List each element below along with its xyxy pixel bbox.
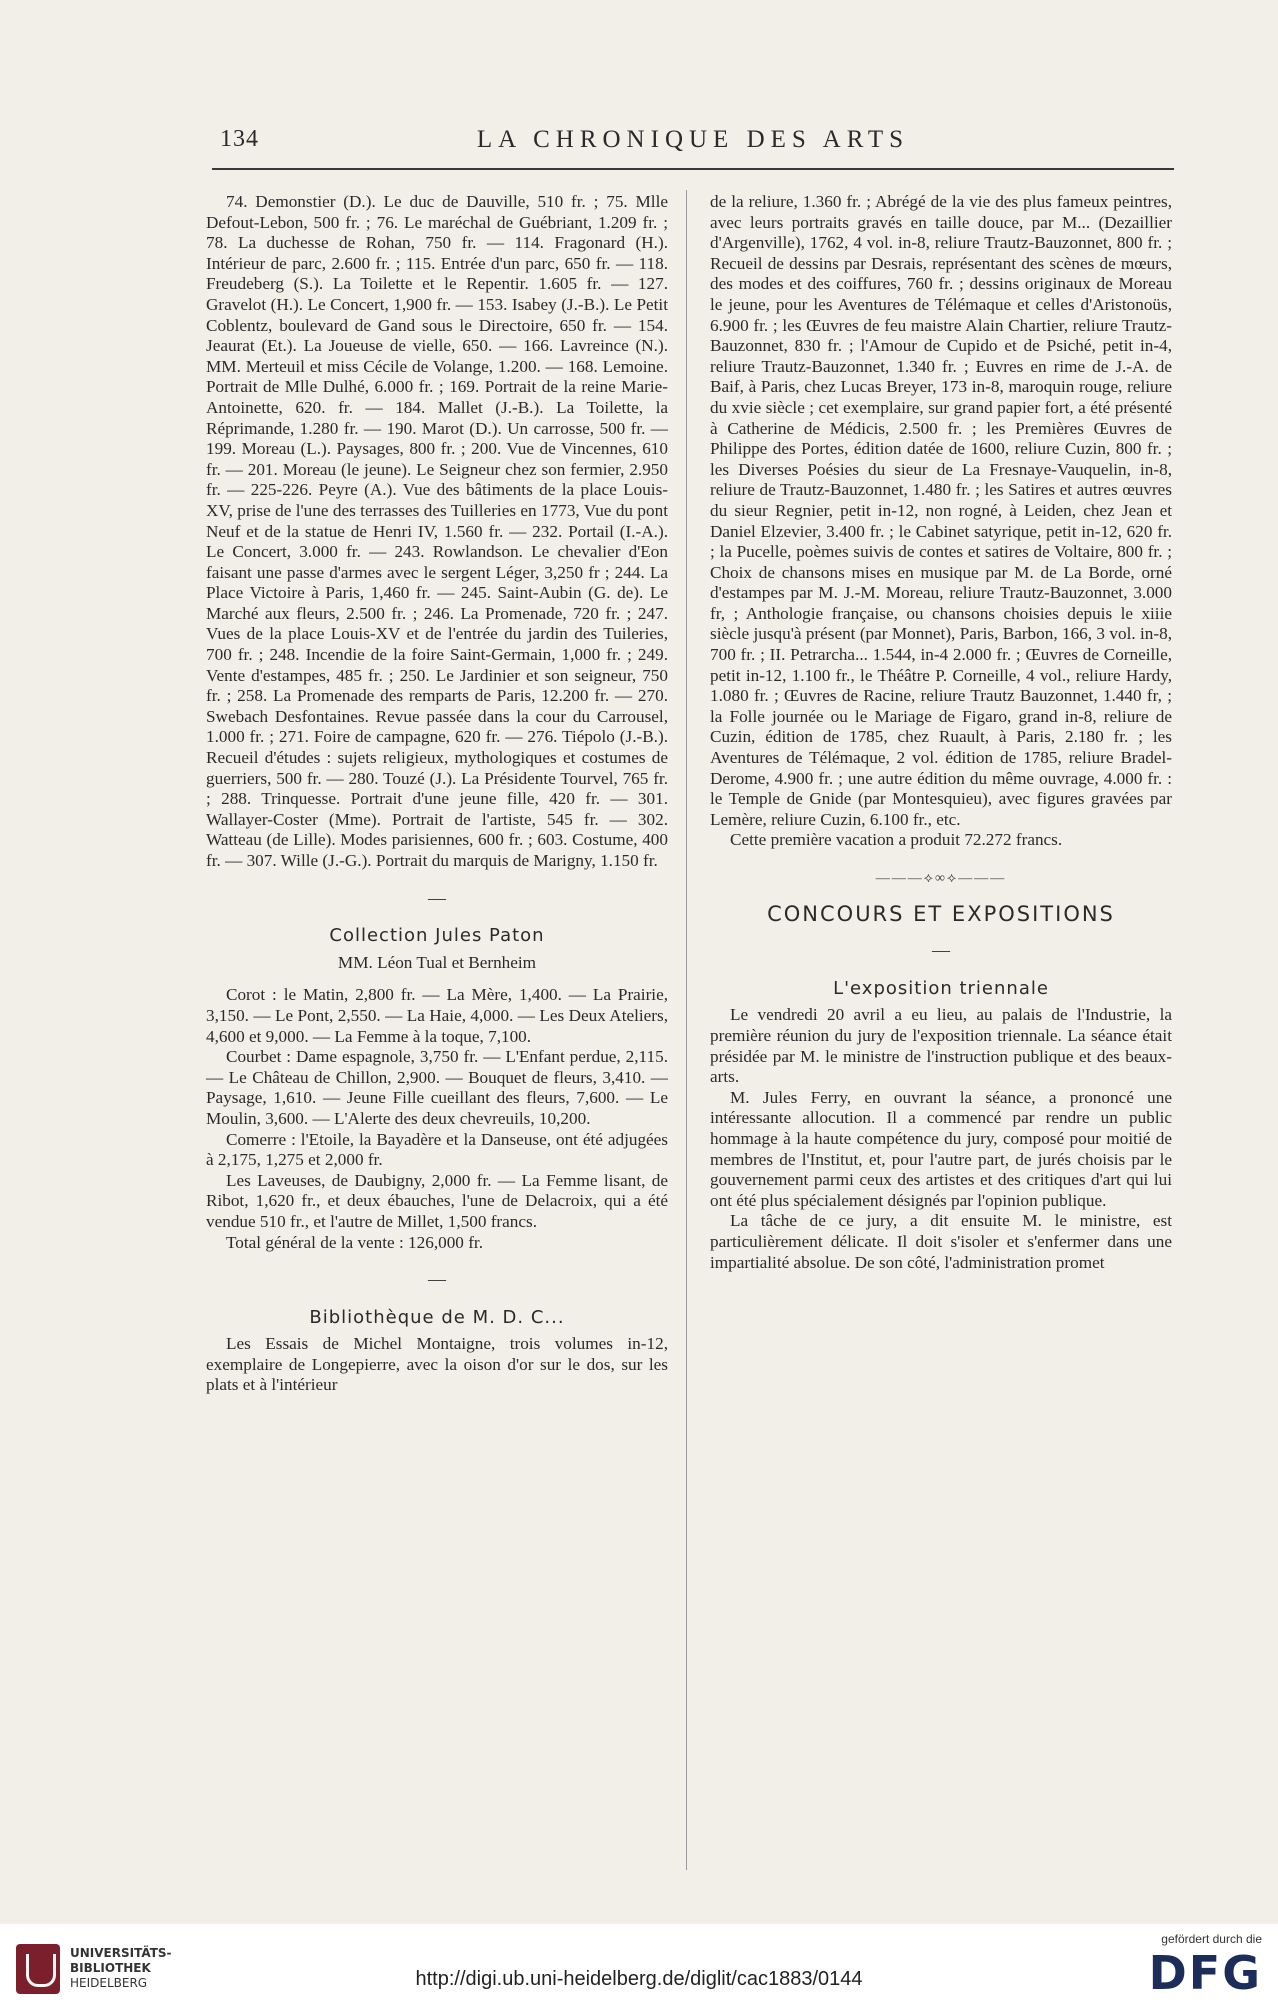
funder-label: gefördert durch die	[1161, 1932, 1262, 1946]
comerre-paragraph: Comerre : l'Etoile, la Bayadère et la Danseuse, ont été adjugées à 2,175, 1,275 et 2,000 fr.	[206, 1129, 668, 1170]
section-separator: —	[428, 887, 446, 908]
running-title: LA CHRONIQUE DES ARTS	[476, 126, 910, 153]
column-divider	[686, 190, 687, 1870]
total-paragraph: Total général de la vente : 126,000 fr.	[226, 1232, 483, 1252]
section-title-concours: CONCOURS ET EXPOSITIONS	[767, 901, 1115, 926]
ornament-divider: ———⟡∞⟡———	[875, 871, 1007, 886]
digitization-footer	[0, 1924, 1278, 2014]
sale-list-paragraph: 74. Demonstier (D.). Le duc de Dauville, 510 fr. ; 75. Mlle Defout-Lebon, 500 fr. ; 76. Le maréchal de Guébriant, 1.209 fr. ; 78. La duchesse de Rohan, 750 fr. — 114. Fragonard (H.). Intérieur de parc, 2.600 fr. ; 115. Entrée d'un parc, 650 fr. — 118. Freudeberg (S.). La Toilette et le Repentir. 1.605 fr. — 127. Gravelot (H.). Le Concert, 1,900 fr. — 153. Isabey (J.-B.). Le Petit Coblentz, boulevard de Gand sous le Directoire, 650 fr. — 154. Jeaurat (Et.). La Joueuse de vielle, 650. — 166. Lavreince (N.). MM. Merteuil et miss Cécile de Volange, 1.200. — 168. Lemoine. Portrait de Mlle Dulhé, 6.000 fr. ; 169. Portrait de la reine Marie-Antoinette, 620. fr. — 184. Mallet (J.-B.). La Toilette, la Réprimande, 1.280 fr. — 190. Marot (D.). Un carrosse, 500 fr. — 199. Moreau (L.). Paysages, 800 fr. ; 200. Vue de Vincennes, 610 fr. — 201. Moreau (le jeune). Le Seigneur chez son fermier, 2.950 fr. — 225-226. Peyre (A.). Vue des bâtiments de la place Louis-XV, prise de l'une des terrasses des Tuilleries en 1773, Vue du pont Neuf et de la statue de Henri IV, 1.560 fr. — 232. Portail (I.-A.). Le Concert, 3.000 fr. — 243. Rowlandson. Le chevalier d'Eon faisant une passe d'armes avec le sergent Léger, 3,250 fr ; 244. La Place Victoire à Paris, 1,460 fr. — 245. Saint-Aubin (G. de). Le Marché aux fleurs, 2.500 fr. ; 246. La Promenade, 720 fr. ; 247. Vues de la place Louis-XV et de l'entrée du jardin des Tuileries, 700 fr. ; 248. Incendie de la foire Saint-Germain, 1,000 fr. ; 249. Vente d'estampes, 485 fr. ; 250. Le Jardinier et son seigneur, 750 fr. ; 258. La Promenade des remparts de Paris, 12.200 fr. — 270. Swebach Desfontaines. Revue passée dans la cour du Carrousel, 1.000 fr. ; 271. Foire de campagne, 620 fr. — 276. Tiépolo (J.-B.). Recueil d'études : sujets religieux, mythologiques et costumes de guerriers, 500 fr. — 280. Touzé (J.). La Présidente Tourvel, 765 fr. ; 288. Trinquesse. Portrait d'une jeune fille, 420 fr. — 301. Wallayer-Coster (Mme). Portrait de l'artiste, 545 fr. — 302. Watteau (de Lille). Modes parisiennes, 600 fr. ; 603. Costume, 400 fr. — 307. Wille (J.-G.). Portrait du marquis de Marigny, 1.150 fr.	[206, 192, 668, 870]
section-title-bibliotheque: Bibliothèque de M. D. C...	[309, 1306, 565, 1328]
dfg-logo-text: DFG	[1148, 1946, 1262, 2000]
page-number: 134	[220, 126, 259, 152]
header-rule	[212, 168, 1174, 170]
permalink-url[interactable]: http://digi.ub.uni-heidelberg.de/diglit/cac1883/0144	[415, 1968, 863, 1990]
section-title-collection-paton: Collection Jules Paton	[329, 925, 545, 947]
courbet-paragraph: Courbet : Dame espagnole, 3,750 fr. — L'Enfant perdue, 2,115. — Le Château de Chillon, 2,900. — Bouquet de fleurs, 3,410. — Paysage, 1,610. — Jeune Fille cueillant des fleurs, 7,600. — Le Moulin, 3,600. — L'Alerte des deux chevreuils, 10,200.	[206, 1047, 668, 1128]
section-separator: —	[428, 1269, 446, 1290]
funder-logo[interactable]	[1112, 1932, 1262, 2008]
corot-paragraph: Corot : le Matin, 2,800 fr. — La Mère, 1,400. — La Prairie, 3,150. — Le Pont, 2,550. — La Haie, 4,000. — Les Deux Ateliers, 4,600 et 9,000. — La Femme à la toque, 7,100.	[206, 985, 668, 1046]
tache-paragraph: La tâche de ce jury, a dit ensuite M. le ministre, est particulièrement délicate. Il doit s'isoler et s'enfermer dans une impartialité absolue. De son côté, l'administration promet	[710, 1211, 1172, 1272]
vacation-total-paragraph: Cette première vacation a produit 72.272 francs.	[730, 830, 1063, 850]
section-separator: —	[932, 940, 950, 961]
section-title-exposition-triennale: L'exposition triennale	[833, 977, 1049, 999]
logo-line: HEIDELBERG	[70, 1976, 148, 1990]
laveuses-paragraph: Les Laveuses, de Daubigny, 2,000 fr. — La Femme lisant, de Ribot, 1,620 fr., et deux ébauches, l'une de Delacroix, qui a été vendue 510 fr., et l'autre de Millet, 1,500 francs.	[206, 1170, 668, 1231]
left-column	[206, 192, 668, 1396]
logo-line: BIBLIOTHEK	[70, 1961, 151, 1975]
section-subtitle-auctioneers: MM. Léon Tual et Bernheim	[337, 952, 537, 972]
book-list-paragraph: de la reliure, 1.360 fr. ; Abrégé de la vie des plus fameux peintres, avec leurs portraits gravés en taille douce, par M... (Dezaillier d'Argenville), 1762, 4 vol. in-8, reliure Trautz-Bauzonnet, 800 fr. ; Recueil de dessins par Desrais, représentant des scènes de mœurs, des modes et des coiffures, 760 fr. ; dessins originaux de Moreau le jeune, pour les Aventures de Télémaque et celles d'Aristonoüs, 6.900 fr. ; les Œuvres de feu maistre Alain Chartier, reliure Trautz-Bauzonnet, 830 fr. ; l'Amour de Cupido et de Psiché, petit in-4, reliure Trautz-Bauzonnet, 1.340 fr. ; Euvres en rime de J.-A. de Baif, à Paris, chez Lucas Breyer, 173 in-8, maroquin rouge, reliure du xvie siècle ; cet exemplaire, sur grand papier fort, a été présenté à Catherine de Médicis, 2.500 fr. ; les Premières Œuvres de Philippe des Portes, édition datée de 1600, reliure Cuzin, 800 fr. ; les Diverses Poésies du sieur de La Fresnaye-Vauquelin, in-8, reliure de Trautz-Bauzonnet, 1.480 fr. ; les Satires et autres œuvres du sieur Regnier, petit in-12, non rogné, à Leiden, chez Jean et Daniel Elzevier, 3.400 fr. ; le Cabinet satyrique, petit in-12, 620 fr. ; la Pucelle, poèmes suivis de contes et satires de Voltaire, 800 fr. ; Choix de chansons mises en musique par M. de La Borde, orné d'estampes par M. J.-M. Moreau, reliure Trautz-Bauzonnet, 3.000 fr, ; Anthologie française, ou chansons choisies depuis le xiiie siècle jusqu'à présent (par Monnet), Paris, Barbon, 166, 3 vol. in-8, 700 fr. ; II. Petrarcha... 1.544, in-4 2.000 fr. ; Œuvres de Corneille, petit in-12, 1.100 fr., le Théâtre P. Corneille, 4 vol., reliure Hardy, 1.080 fr. ; Œuvres de Racine, reliure Trautz Bauzonnet, 1.440 fr, ; la Folle journée ou le Mariage de Figaro, grand in-8, reliure de Cuzin, édition de 1785, chez Ruault, à Paris, 2.180 fr. ; les Aventures de Télémaque, 2 vol. édition de 1785, reliure Bradel-Derome, 4.900 fr. ; une autre édition du même ouvrage, 4.000 fr. : le Temple de Gnide (par Montesquieu), avec figures gravées par Lemère, reliure Cuzin, 6.100 fr., etc.	[710, 192, 1172, 829]
montaigne-paragraph: Les Essais de Michel Montaigne, trois volumes in-12, exemplaire de Longepierre, avec la oison d'or sur le dos, sur les plats et à l'intérieur	[206, 1334, 668, 1395]
jury-paragraph: Le vendredi 20 avril a eu lieu, au palais de l'Industrie, la première réunion du jury de l'exposition triennale. La séance était présidée par M. le ministre de l'instruction publique et des beaux-arts.	[710, 1005, 1172, 1087]
logo-line: UNIVERSITÄTS-	[70, 1946, 172, 1960]
right-column	[710, 192, 1172, 1273]
page-header	[212, 126, 1174, 166]
ferry-paragraph: M. Jules Ferry, en ouvrant la séance, a prononcé une intéressante allocution. Il a commencé par rendre un public hommage à la haute compétence du jury, composé pour moitié de membres de l'Institut, et, pour l'autre part, de jurés choisis par le gouvernement parmi ceux des artistes et des critiques d'art qui lui ont été plus spécialement désignés par l'opinion publique.	[710, 1087, 1172, 1210]
